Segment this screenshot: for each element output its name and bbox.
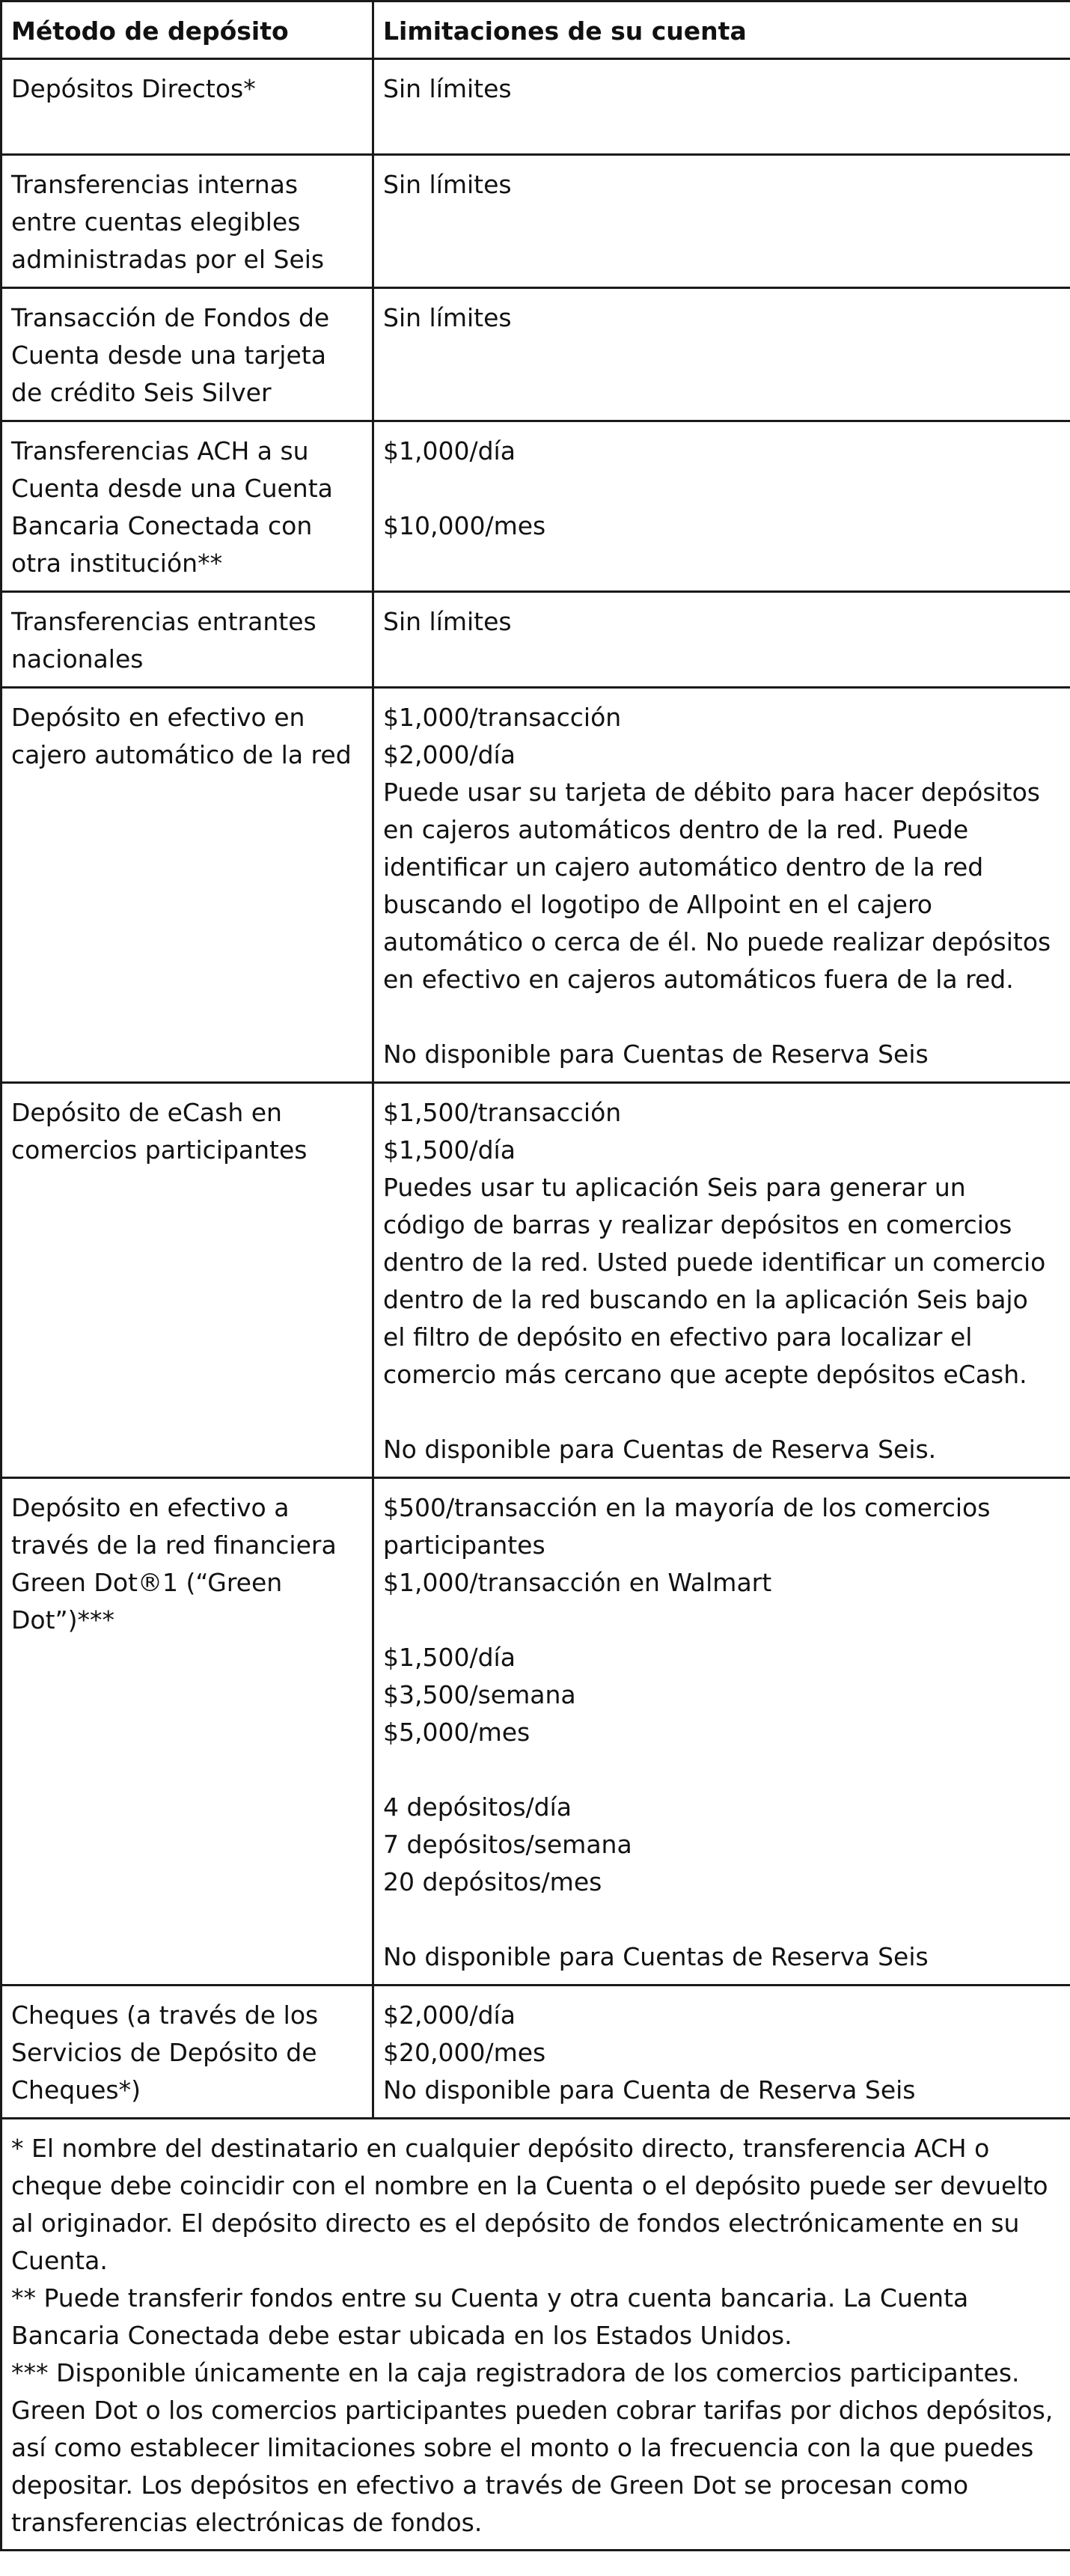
limit-text: Sin límites <box>383 303 512 332</box>
footnote-line: así como establecer limitaciones sobre el monto o la frecuencia con la que puedes <box>11 2433 1034 2462</box>
deposit-method-cell <box>1 155 373 288</box>
method-text: Bancaria Conectada con <box>11 511 313 540</box>
method-text: Cheques*) <box>11 2075 141 2105</box>
table-row <box>1 288 1070 421</box>
method-text: Servicios de Depósito de <box>11 2038 317 2067</box>
method-text: comercios participantes <box>11 1135 308 1165</box>
limit-text: Sin límites <box>383 607 512 636</box>
limit-text: No disponible para Cuentas de Reserva Seis. <box>383 1435 937 1464</box>
footnote-line: *** Disponible únicamente en la caja registradora de los comercios participantes. <box>11 2358 1020 2387</box>
method-text: cajero automático de la red <box>11 740 352 769</box>
limit-text: buscando el logotipo de Allpoint en el cajero <box>383 890 932 919</box>
method-text: Cuenta desde una tarjeta <box>11 341 326 370</box>
method-text: administradas por el Seis <box>11 245 325 274</box>
limit-text: $1,500/día <box>383 1643 516 1672</box>
limit-text: $20,000/mes <box>383 2038 546 2067</box>
limits-cell <box>373 155 1070 288</box>
footnote-line: Cuenta. <box>11 2246 108 2275</box>
limits-cell <box>373 421 1070 592</box>
limit-text: código de barras y realizar depósitos en comercios <box>383 1210 1012 1239</box>
deposit-method-cell <box>1 592 373 688</box>
header-method: Método de depósito <box>1 1 373 59</box>
paragraph-gap <box>383 1602 1063 1639</box>
table-row <box>1 155 1070 288</box>
footnotes <box>1 2119 1070 2551</box>
limit-text: $1,500/día <box>383 1135 516 1165</box>
table-row <box>1 688 1070 1083</box>
limit-text: dentro de la red. Usted puede identificar un comercio <box>383 1248 1046 1277</box>
method-text: de crédito Seis Silver <box>11 378 272 407</box>
method-text: entre cuentas elegibles <box>11 207 301 236</box>
limit-text: el filtro de depósito en efectivo para localizar el <box>383 1322 973 1352</box>
deposit-method-cell <box>1 688 373 1083</box>
limit-text: comercio más cercano que acepte depósitos eCash. <box>383 1360 1027 1389</box>
limit-text: Puede usar su tarjeta de débito para hacer depósitos <box>383 778 1040 807</box>
table-row <box>1 421 1070 592</box>
footnote-line: Green Dot o los comercios participantes pueden cobrar tarifas por dichos depósitos, <box>11 2396 1054 2425</box>
method-text: nacionales <box>11 644 144 674</box>
method-text: otra institución** <box>11 549 223 578</box>
method-text: Cheques (a través de los <box>11 2000 319 2030</box>
limit-text: en efectivo en cajeros automáticos fuera de la red. <box>383 965 1014 994</box>
deposit-method-cell <box>1 421 373 592</box>
deposit-method-cell <box>1 288 373 421</box>
limit-text: identificar un cajero automático dentro de la red <box>383 852 984 882</box>
header-limits: Limitaciones de su cuenta <box>373 1 1070 59</box>
paragraph-gap <box>383 1751 1063 1789</box>
method-text: Depósito en efectivo a <box>11 1493 290 1522</box>
method-text: Depósito de eCash en <box>11 1098 282 1127</box>
footnote-line: cheque debe coincidir con el nombre en la Cuenta o el depósito puede ser devuelto <box>11 2171 1048 2200</box>
limit-text: dentro de la red buscando en la aplicación Seis bajo <box>383 1285 1028 1314</box>
limit-text: $1,500/transacción <box>383 1098 622 1127</box>
limit-text: 7 depósitos/semana <box>383 1830 632 1859</box>
limit-text: $2,000/día <box>383 740 516 769</box>
table-row <box>1 592 1070 688</box>
limit-text: en cajeros automáticos dentro de la red. Puede <box>383 815 969 844</box>
limit-text: 4 depósitos/día <box>383 1792 572 1822</box>
footnote-line: al originador. El depósito directo es el depósito de fondos electrónicamente en su <box>11 2209 1020 2238</box>
limits-cell <box>373 1083 1070 1478</box>
table-row <box>1 1083 1070 1478</box>
method-text: Transferencias entrantes <box>11 607 317 636</box>
footnote-line: depositar. Los depósitos en efectivo a través de Green Dot se procesan como <box>11 2470 969 2500</box>
paragraph-gap <box>383 1394 1063 1431</box>
limit-text: Sin límites <box>383 74 512 103</box>
footnotes-row <box>1 2119 1070 2551</box>
limit-text: $1,000/día <box>383 436 516 466</box>
limit-text: $2,000/día <box>383 2000 516 2030</box>
method-text: través de la red financiera <box>11 1530 337 1560</box>
footnote-line: Bancaria Conectada debe estar ubicada en los Estados Unidos. <box>11 2321 792 2350</box>
limit-text: $1,000/transacción en Walmart <box>383 1568 772 1597</box>
limits-cell <box>373 1986 1070 2119</box>
limit-text: $1,000/transacción <box>383 703 622 732</box>
method-text: Transferencias ACH a su <box>11 436 309 466</box>
table-row <box>1 59 1070 155</box>
deposit-method-cell <box>1 1083 373 1478</box>
paragraph-gap <box>383 470 1063 507</box>
limits-cell <box>373 688 1070 1083</box>
method-text: Depósitos Directos* <box>11 74 256 103</box>
limit-text: participantes <box>383 1530 545 1560</box>
limits-cell <box>373 1478 1070 1986</box>
limits-cell <box>373 59 1070 155</box>
method-text: Transferencias internas <box>11 170 299 199</box>
method-text: Transacción de Fondos de <box>11 303 330 332</box>
limit-text: Sin límites <box>383 170 512 199</box>
limit-text: No disponible para Cuentas de Reserva Seis <box>383 1040 929 1069</box>
limits-cell <box>373 288 1070 421</box>
limits-cell <box>373 592 1070 688</box>
footnote-line: ** Puede transferir fondos entre su Cuenta y otra cuenta bancaria. La Cuenta <box>11 2283 969 2313</box>
paragraph-gap <box>383 998 1063 1036</box>
limit-text: $10,000/mes <box>383 511 546 540</box>
limit-text: automático o cerca de él. No puede realizar depósitos <box>383 927 1051 956</box>
table-row <box>1 1986 1070 2119</box>
method-text: Green Dot®1 (“Green Dot”)*** <box>11 1568 283 1635</box>
limit-text: $500/transacción en la mayoría de los comercios <box>383 1493 991 1522</box>
method-text: Depósito en efectivo en <box>11 703 305 732</box>
header-row <box>1 1 1070 59</box>
deposit-method-cell <box>1 1986 373 2119</box>
limit-text: $3,500/semana <box>383 1680 576 1709</box>
footnote-line: transferencias electrónicas de fondos. <box>11 2508 483 2537</box>
limit-text: 20 depósitos/mes <box>383 1867 602 1896</box>
paragraph-gap <box>383 1901 1063 1938</box>
limit-text: $5,000/mes <box>383 1718 531 1747</box>
limit-text: No disponible para Cuentas de Reserva Seis <box>383 1942 929 1971</box>
table-row <box>1 1478 1070 1986</box>
deposit-method-cell <box>1 59 373 155</box>
limit-text: No disponible para Cuenta de Reserva Seis <box>383 2075 916 2105</box>
deposit-method-cell <box>1 1478 373 1986</box>
footnote-line: * El nombre del destinatario en cualquier depósito directo, transferencia ACH o <box>11 2134 990 2163</box>
limit-text: Puedes usar tu aplicación Seis para generar un <box>383 1173 966 1202</box>
method-text: Cuenta desde una Cuenta <box>11 474 333 503</box>
